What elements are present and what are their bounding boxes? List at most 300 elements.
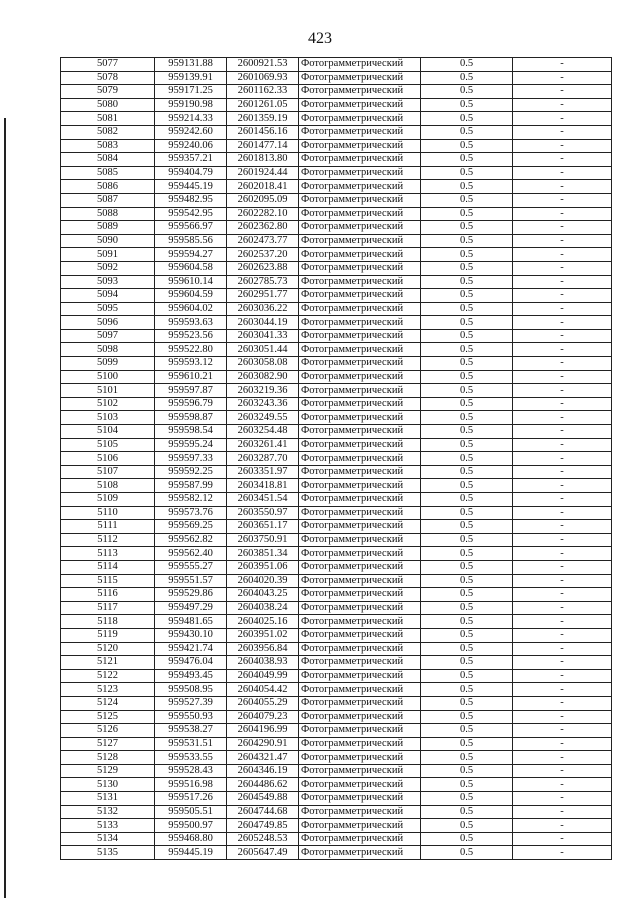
table-row bbox=[61, 588, 612, 602]
point-number-cell: 5086 bbox=[61, 180, 155, 194]
y-coordinate-cell: 2604744.68 bbox=[227, 805, 299, 819]
accuracy-cell: 0.5 bbox=[421, 792, 513, 806]
note-cell: - bbox=[513, 465, 612, 479]
y-coordinate-cell: 2601069.93 bbox=[227, 71, 299, 85]
y-coordinate-cell: 2603261.41 bbox=[227, 438, 299, 452]
table-row bbox=[61, 289, 612, 303]
y-coordinate-cell: 2604038.93 bbox=[227, 656, 299, 670]
x-coordinate-cell: 959594.27 bbox=[155, 248, 227, 262]
x-coordinate-cell: 959562.82 bbox=[155, 533, 227, 547]
note-cell: - bbox=[513, 248, 612, 262]
x-coordinate-cell: 959610.14 bbox=[155, 275, 227, 289]
method-cell: Фотограмметрический bbox=[299, 819, 421, 833]
note-cell: - bbox=[513, 221, 612, 235]
x-coordinate-cell: 959573.76 bbox=[155, 506, 227, 520]
y-coordinate-cell: 2603851.34 bbox=[227, 547, 299, 561]
table-row bbox=[61, 751, 612, 765]
point-number-cell: 5110 bbox=[61, 506, 155, 520]
x-coordinate-cell: 959585.56 bbox=[155, 234, 227, 248]
method-cell: Фотограмметрический bbox=[299, 193, 421, 207]
y-coordinate-cell: 2604025.16 bbox=[227, 615, 299, 629]
method-cell: Фотограмметрический bbox=[299, 289, 421, 303]
point-number-cell: 5128 bbox=[61, 751, 155, 765]
y-coordinate-cell: 2603951.06 bbox=[227, 560, 299, 574]
accuracy-cell: 0.5 bbox=[421, 533, 513, 547]
x-coordinate-cell: 959597.87 bbox=[155, 384, 227, 398]
point-number-cell: 5117 bbox=[61, 601, 155, 615]
point-number-cell: 5087 bbox=[61, 193, 155, 207]
point-number-cell: 5120 bbox=[61, 642, 155, 656]
accuracy-cell: 0.5 bbox=[421, 642, 513, 656]
point-number-cell: 5101 bbox=[61, 384, 155, 398]
page-number: 423 bbox=[308, 30, 332, 47]
accuracy-cell: 0.5 bbox=[421, 221, 513, 235]
accuracy-cell: 0.5 bbox=[421, 234, 513, 248]
note-cell: - bbox=[513, 751, 612, 765]
table-row bbox=[61, 493, 612, 507]
accuracy-cell: 0.5 bbox=[421, 397, 513, 411]
x-coordinate-cell: 959482.95 bbox=[155, 193, 227, 207]
method-cell: Фотограмметрический bbox=[299, 316, 421, 330]
x-coordinate-cell: 959550.93 bbox=[155, 710, 227, 724]
y-coordinate-cell: 2600921.53 bbox=[227, 58, 299, 72]
margin-bar bbox=[4, 118, 6, 898]
accuracy-cell: 0.5 bbox=[421, 764, 513, 778]
point-number-cell: 5099 bbox=[61, 357, 155, 371]
method-cell: Фотограмметрический bbox=[299, 479, 421, 493]
coordinates-table bbox=[60, 57, 612, 860]
note-cell: - bbox=[513, 615, 612, 629]
y-coordinate-cell: 2603036.22 bbox=[227, 302, 299, 316]
x-coordinate-cell: 959595.24 bbox=[155, 438, 227, 452]
table-row bbox=[61, 166, 612, 180]
accuracy-cell: 0.5 bbox=[421, 805, 513, 819]
point-number-cell: 5103 bbox=[61, 411, 155, 425]
y-coordinate-cell: 2603243.36 bbox=[227, 397, 299, 411]
note-cell: - bbox=[513, 574, 612, 588]
y-coordinate-cell: 2604749.85 bbox=[227, 819, 299, 833]
x-coordinate-cell: 959516.98 bbox=[155, 778, 227, 792]
note-cell: - bbox=[513, 85, 612, 99]
table-row bbox=[61, 207, 612, 221]
method-cell: Фотограмметрический bbox=[299, 737, 421, 751]
accuracy-cell: 0.5 bbox=[421, 846, 513, 860]
point-number-cell: 5114 bbox=[61, 560, 155, 574]
point-number-cell: 5094 bbox=[61, 289, 155, 303]
table-row bbox=[61, 574, 612, 588]
method-cell: Фотограмметрический bbox=[299, 397, 421, 411]
method-cell: Фотограмметрический bbox=[299, 302, 421, 316]
table-row bbox=[61, 357, 612, 371]
point-number-cell: 5088 bbox=[61, 207, 155, 221]
method-cell: Фотограмметрический bbox=[299, 656, 421, 670]
accuracy-cell: 0.5 bbox=[421, 656, 513, 670]
x-coordinate-cell: 959533.55 bbox=[155, 751, 227, 765]
note-cell: - bbox=[513, 601, 612, 615]
y-coordinate-cell: 2604486.62 bbox=[227, 778, 299, 792]
note-cell: - bbox=[513, 819, 612, 833]
method-cell: Фотограмметрический bbox=[299, 832, 421, 846]
note-cell: - bbox=[513, 452, 612, 466]
note-cell: - bbox=[513, 153, 612, 167]
point-number-cell: 5100 bbox=[61, 370, 155, 384]
y-coordinate-cell: 2603044.19 bbox=[227, 316, 299, 330]
point-number-cell: 5095 bbox=[61, 302, 155, 316]
y-coordinate-cell: 2604038.24 bbox=[227, 601, 299, 615]
table-row bbox=[61, 560, 612, 574]
method-cell: Фотограмметрический bbox=[299, 588, 421, 602]
accuracy-cell: 0.5 bbox=[421, 452, 513, 466]
x-coordinate-cell: 959517.26 bbox=[155, 792, 227, 806]
point-number-cell: 5084 bbox=[61, 153, 155, 167]
x-coordinate-cell: 959131.88 bbox=[155, 58, 227, 72]
table-row bbox=[61, 438, 612, 452]
y-coordinate-cell: 2604079.23 bbox=[227, 710, 299, 724]
table-row bbox=[61, 533, 612, 547]
point-number-cell: 5130 bbox=[61, 778, 155, 792]
y-coordinate-cell: 2601162.33 bbox=[227, 85, 299, 99]
method-cell: Фотограмметрический bbox=[299, 493, 421, 507]
table-row bbox=[61, 520, 612, 534]
point-number-cell: 5134 bbox=[61, 832, 155, 846]
accuracy-cell: 0.5 bbox=[421, 71, 513, 85]
table-row bbox=[61, 642, 612, 656]
y-coordinate-cell: 2601261.05 bbox=[227, 98, 299, 112]
table-row bbox=[61, 302, 612, 316]
table-row bbox=[61, 370, 612, 384]
table-row bbox=[61, 696, 612, 710]
x-coordinate-cell: 959468.80 bbox=[155, 832, 227, 846]
note-cell: - bbox=[513, 139, 612, 153]
x-coordinate-cell: 959610.21 bbox=[155, 370, 227, 384]
note-cell: - bbox=[513, 343, 612, 357]
method-cell: Фотограмметрический bbox=[299, 601, 421, 615]
method-cell: Фотограмметрический bbox=[299, 58, 421, 72]
note-cell: - bbox=[513, 384, 612, 398]
y-coordinate-cell: 2602785.73 bbox=[227, 275, 299, 289]
method-cell: Фотограмметрический bbox=[299, 207, 421, 221]
method-cell: Фотограмметрический bbox=[299, 751, 421, 765]
point-number-cell: 5127 bbox=[61, 737, 155, 751]
accuracy-cell: 0.5 bbox=[421, 166, 513, 180]
note-cell: - bbox=[513, 737, 612, 751]
method-cell: Фотограмметрический bbox=[299, 642, 421, 656]
point-number-cell: 5119 bbox=[61, 628, 155, 642]
note-cell: - bbox=[513, 193, 612, 207]
method-cell: Фотограмметрический bbox=[299, 343, 421, 357]
accuracy-cell: 0.5 bbox=[421, 737, 513, 751]
table-row bbox=[61, 234, 612, 248]
note-cell: - bbox=[513, 642, 612, 656]
table-row bbox=[61, 384, 612, 398]
accuracy-cell: 0.5 bbox=[421, 669, 513, 683]
table-row bbox=[61, 683, 612, 697]
note-cell: - bbox=[513, 438, 612, 452]
table-row bbox=[61, 316, 612, 330]
accuracy-cell: 0.5 bbox=[421, 696, 513, 710]
y-coordinate-cell: 2602018.41 bbox=[227, 180, 299, 194]
point-number-cell: 5122 bbox=[61, 669, 155, 683]
note-cell: - bbox=[513, 560, 612, 574]
point-number-cell: 5097 bbox=[61, 329, 155, 343]
accuracy-cell: 0.5 bbox=[421, 112, 513, 126]
accuracy-cell: 0.5 bbox=[421, 520, 513, 534]
point-number-cell: 5102 bbox=[61, 397, 155, 411]
accuracy-cell: 0.5 bbox=[421, 370, 513, 384]
point-number-cell: 5081 bbox=[61, 112, 155, 126]
y-coordinate-cell: 2603051.44 bbox=[227, 343, 299, 357]
note-cell: - bbox=[513, 275, 612, 289]
x-coordinate-cell: 959596.79 bbox=[155, 397, 227, 411]
method-cell: Фотограмметрический bbox=[299, 275, 421, 289]
accuracy-cell: 0.5 bbox=[421, 506, 513, 520]
y-coordinate-cell: 2603750.91 bbox=[227, 533, 299, 547]
method-cell: Фотограмметрический bbox=[299, 506, 421, 520]
accuracy-cell: 0.5 bbox=[421, 58, 513, 72]
y-coordinate-cell: 2604549.88 bbox=[227, 792, 299, 806]
note-cell: - bbox=[513, 98, 612, 112]
note-cell: - bbox=[513, 329, 612, 343]
point-number-cell: 5090 bbox=[61, 234, 155, 248]
method-cell: Фотограмметрический bbox=[299, 411, 421, 425]
point-number-cell: 5089 bbox=[61, 221, 155, 235]
table-row bbox=[61, 411, 612, 425]
accuracy-cell: 0.5 bbox=[421, 560, 513, 574]
note-cell: - bbox=[513, 778, 612, 792]
point-number-cell: 5078 bbox=[61, 71, 155, 85]
y-coordinate-cell: 2604043.25 bbox=[227, 588, 299, 602]
accuracy-cell: 0.5 bbox=[421, 139, 513, 153]
note-cell: - bbox=[513, 710, 612, 724]
note-cell: - bbox=[513, 58, 612, 72]
table-row bbox=[61, 261, 612, 275]
method-cell: Фотограмметрический bbox=[299, 846, 421, 860]
y-coordinate-cell: 2604321.47 bbox=[227, 751, 299, 765]
x-coordinate-cell: 959593.63 bbox=[155, 316, 227, 330]
accuracy-cell: 0.5 bbox=[421, 574, 513, 588]
accuracy-cell: 0.5 bbox=[421, 588, 513, 602]
y-coordinate-cell: 2603956.84 bbox=[227, 642, 299, 656]
point-number-cell: 5125 bbox=[61, 710, 155, 724]
x-coordinate-cell: 959529.86 bbox=[155, 588, 227, 602]
table-row bbox=[61, 452, 612, 466]
point-number-cell: 5107 bbox=[61, 465, 155, 479]
y-coordinate-cell: 2603058.08 bbox=[227, 357, 299, 371]
point-number-cell: 5111 bbox=[61, 520, 155, 534]
method-cell: Фотограмметрический bbox=[299, 85, 421, 99]
table-row bbox=[61, 125, 612, 139]
accuracy-cell: 0.5 bbox=[421, 493, 513, 507]
note-cell: - bbox=[513, 112, 612, 126]
point-number-cell: 5132 bbox=[61, 805, 155, 819]
note-cell: - bbox=[513, 261, 612, 275]
x-coordinate-cell: 959508.95 bbox=[155, 683, 227, 697]
table-row bbox=[61, 465, 612, 479]
accuracy-cell: 0.5 bbox=[421, 275, 513, 289]
method-cell: Фотограмметрический bbox=[299, 221, 421, 235]
method-cell: Фотограмметрический bbox=[299, 125, 421, 139]
method-cell: Фотограмметрический bbox=[299, 166, 421, 180]
method-cell: Фотограмметрический bbox=[299, 425, 421, 439]
method-cell: Фотограмметрический bbox=[299, 710, 421, 724]
note-cell: - bbox=[513, 533, 612, 547]
accuracy-cell: 0.5 bbox=[421, 438, 513, 452]
x-coordinate-cell: 959598.54 bbox=[155, 425, 227, 439]
y-coordinate-cell: 2602623.88 bbox=[227, 261, 299, 275]
note-cell: - bbox=[513, 71, 612, 85]
y-coordinate-cell: 2602362.80 bbox=[227, 221, 299, 235]
table-row bbox=[61, 846, 612, 860]
x-coordinate-cell: 959481.65 bbox=[155, 615, 227, 629]
note-cell: - bbox=[513, 764, 612, 778]
table-row bbox=[61, 669, 612, 683]
method-cell: Фотограмметрический bbox=[299, 764, 421, 778]
note-cell: - bbox=[513, 180, 612, 194]
point-number-cell: 5113 bbox=[61, 547, 155, 561]
note-cell: - bbox=[513, 302, 612, 316]
y-coordinate-cell: 2603951.02 bbox=[227, 628, 299, 642]
point-number-cell: 5112 bbox=[61, 533, 155, 547]
x-coordinate-cell: 959523.56 bbox=[155, 329, 227, 343]
y-coordinate-cell: 2603249.55 bbox=[227, 411, 299, 425]
table-row bbox=[61, 819, 612, 833]
y-coordinate-cell: 2603651.17 bbox=[227, 520, 299, 534]
y-coordinate-cell: 2601477.14 bbox=[227, 139, 299, 153]
accuracy-cell: 0.5 bbox=[421, 425, 513, 439]
table-row bbox=[61, 710, 612, 724]
x-coordinate-cell: 959500.97 bbox=[155, 819, 227, 833]
point-number-cell: 5129 bbox=[61, 764, 155, 778]
table-row bbox=[61, 58, 612, 72]
x-coordinate-cell: 959528.43 bbox=[155, 764, 227, 778]
accuracy-cell: 0.5 bbox=[421, 316, 513, 330]
table-row bbox=[61, 506, 612, 520]
x-coordinate-cell: 959587.99 bbox=[155, 479, 227, 493]
accuracy-cell: 0.5 bbox=[421, 615, 513, 629]
x-coordinate-cell: 959476.04 bbox=[155, 656, 227, 670]
point-number-cell: 5092 bbox=[61, 261, 155, 275]
point-number-cell: 5082 bbox=[61, 125, 155, 139]
table-row bbox=[61, 153, 612, 167]
accuracy-cell: 0.5 bbox=[421, 343, 513, 357]
note-cell: - bbox=[513, 628, 612, 642]
y-coordinate-cell: 2604049.99 bbox=[227, 669, 299, 683]
y-coordinate-cell: 2602095.09 bbox=[227, 193, 299, 207]
table-row bbox=[61, 764, 612, 778]
table-row bbox=[61, 139, 612, 153]
table-row bbox=[61, 85, 612, 99]
x-coordinate-cell: 959404.79 bbox=[155, 166, 227, 180]
point-number-cell: 5077 bbox=[61, 58, 155, 72]
method-cell: Фотограмметрический bbox=[299, 139, 421, 153]
note-cell: - bbox=[513, 493, 612, 507]
y-coordinate-cell: 2601456.16 bbox=[227, 125, 299, 139]
accuracy-cell: 0.5 bbox=[421, 125, 513, 139]
x-coordinate-cell: 959493.45 bbox=[155, 669, 227, 683]
x-coordinate-cell: 959604.02 bbox=[155, 302, 227, 316]
method-cell: Фотограмметрический bbox=[299, 560, 421, 574]
x-coordinate-cell: 959522.80 bbox=[155, 343, 227, 357]
note-cell: - bbox=[513, 316, 612, 330]
method-cell: Фотограмметрический bbox=[299, 792, 421, 806]
accuracy-cell: 0.5 bbox=[421, 207, 513, 221]
table-row bbox=[61, 601, 612, 615]
table-row bbox=[61, 180, 612, 194]
note-cell: - bbox=[513, 832, 612, 846]
x-coordinate-cell: 959242.60 bbox=[155, 125, 227, 139]
point-number-cell: 5121 bbox=[61, 656, 155, 670]
point-number-cell: 5105 bbox=[61, 438, 155, 452]
table-row bbox=[61, 193, 612, 207]
accuracy-cell: 0.5 bbox=[421, 302, 513, 316]
method-cell: Фотограмметрический bbox=[299, 628, 421, 642]
point-number-cell: 5093 bbox=[61, 275, 155, 289]
accuracy-cell: 0.5 bbox=[421, 479, 513, 493]
note-cell: - bbox=[513, 411, 612, 425]
x-coordinate-cell: 959569.25 bbox=[155, 520, 227, 534]
x-coordinate-cell: 959445.19 bbox=[155, 180, 227, 194]
table-row bbox=[61, 425, 612, 439]
method-cell: Фотограмметрический bbox=[299, 683, 421, 697]
y-coordinate-cell: 2601359.19 bbox=[227, 112, 299, 126]
accuracy-cell: 0.5 bbox=[421, 193, 513, 207]
y-coordinate-cell: 2604055.29 bbox=[227, 696, 299, 710]
point-number-cell: 5085 bbox=[61, 166, 155, 180]
table-row bbox=[61, 98, 612, 112]
accuracy-cell: 0.5 bbox=[421, 153, 513, 167]
point-number-cell: 5083 bbox=[61, 139, 155, 153]
note-cell: - bbox=[513, 166, 612, 180]
accuracy-cell: 0.5 bbox=[421, 85, 513, 99]
method-cell: Фотограмметрический bbox=[299, 248, 421, 262]
y-coordinate-cell: 2604054.42 bbox=[227, 683, 299, 697]
y-coordinate-cell: 2602282.10 bbox=[227, 207, 299, 221]
note-cell: - bbox=[513, 479, 612, 493]
method-cell: Фотограмметрический bbox=[299, 669, 421, 683]
note-cell: - bbox=[513, 234, 612, 248]
table-row bbox=[61, 737, 612, 751]
table-row bbox=[61, 792, 612, 806]
method-cell: Фотограмметрический bbox=[299, 98, 421, 112]
x-coordinate-cell: 959551.57 bbox=[155, 574, 227, 588]
note-cell: - bbox=[513, 846, 612, 860]
table-row bbox=[61, 778, 612, 792]
point-number-cell: 5116 bbox=[61, 588, 155, 602]
accuracy-cell: 0.5 bbox=[421, 411, 513, 425]
accuracy-cell: 0.5 bbox=[421, 357, 513, 371]
accuracy-cell: 0.5 bbox=[421, 724, 513, 738]
method-cell: Фотограмметрический bbox=[299, 547, 421, 561]
method-cell: Фотограмметрический bbox=[299, 805, 421, 819]
method-cell: Фотограмметрический bbox=[299, 452, 421, 466]
x-coordinate-cell: 959421.74 bbox=[155, 642, 227, 656]
accuracy-cell: 0.5 bbox=[421, 547, 513, 561]
y-coordinate-cell: 2605647.49 bbox=[227, 846, 299, 860]
x-coordinate-cell: 959240.06 bbox=[155, 139, 227, 153]
accuracy-cell: 0.5 bbox=[421, 683, 513, 697]
method-cell: Фотограмметрический bbox=[299, 465, 421, 479]
x-coordinate-cell: 959593.12 bbox=[155, 357, 227, 371]
x-coordinate-cell: 959566.97 bbox=[155, 221, 227, 235]
x-coordinate-cell: 959445.19 bbox=[155, 846, 227, 860]
y-coordinate-cell: 2603451.54 bbox=[227, 493, 299, 507]
note-cell: - bbox=[513, 696, 612, 710]
method-cell: Фотограмметрический bbox=[299, 520, 421, 534]
note-cell: - bbox=[513, 520, 612, 534]
table-row bbox=[61, 832, 612, 846]
point-number-cell: 5104 bbox=[61, 425, 155, 439]
y-coordinate-cell: 2604196.99 bbox=[227, 724, 299, 738]
